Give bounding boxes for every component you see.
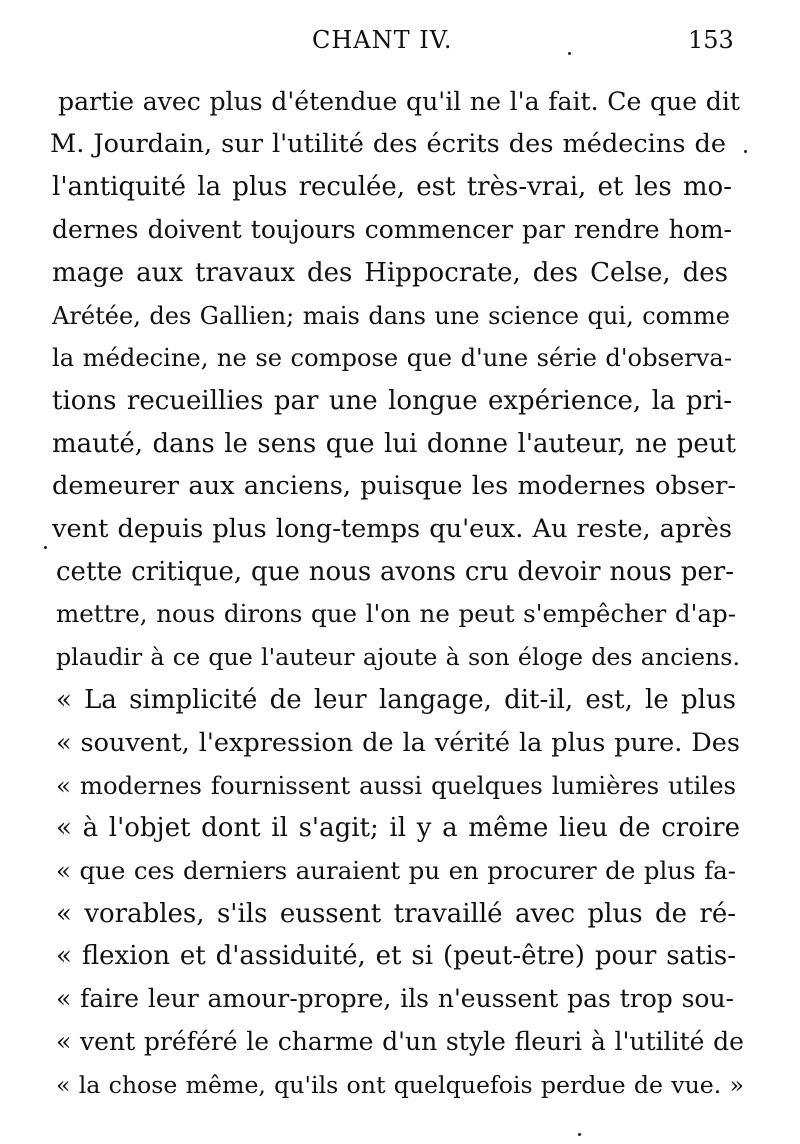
text-line: Arétée, des Gallien; mais dans une science qui, comme — [52, 302, 730, 330]
print-speck — [578, 1133, 581, 1136]
text-line: partie avec plus d'étendue qu'il ne l'a fait. Ce que dit — [58, 87, 740, 116]
text-line: mage aux travaux des Hippocrate, des Celse, des — [52, 258, 728, 288]
text-line: « à l'objet dont il s'agit; il y a même lieu de croire — [56, 813, 740, 843]
text-line: mettre, nous dirons que l'on ne peut s'empêcher d'ap- — [56, 599, 736, 628]
text-line: M. Jourdain, sur l'utilité des écrits des médecins de — [50, 129, 726, 159]
text-line: « La simplicité de leur langage, dit-il, est, le plus — [56, 685, 736, 715]
text-line: « que ces derniers auraient pu en procurer de plus fa- — [56, 856, 736, 885]
text-line: vent depuis plus long-temps qu'eux. Au reste, après — [52, 514, 732, 544]
text-line: « vorables, s'ils eussent travaillé avec plus de ré- — [56, 899, 736, 929]
text-line: la médecine, ne se compose que d'une série d'observa- — [52, 344, 732, 372]
text-line: « vent préféré le charme d'un style fleuri à l'utilité de — [56, 1027, 744, 1056]
text-line: « souvent, l'expression de la vérité la plus pure. Des — [56, 728, 740, 758]
running-head — [0, 26, 800, 66]
text-line: dernes doivent toujours commencer par rendre hom- — [52, 215, 732, 244]
text-line: « modernes fournissent aussi quelques lumières utiles — [56, 771, 736, 800]
text-line: « faire leur amour-propre, ils n'eussent pas trop sou- — [56, 984, 734, 1013]
running-title: CHANT IV. — [312, 26, 453, 54]
text-line: cette critique, que nous avons cru devoir nous per- — [56, 557, 734, 587]
page-number: 153 — [688, 26, 734, 54]
print-speck — [568, 52, 571, 55]
text-line: plaudir à ce que l'auteur ajoute à son éloge des anciens. — [56, 643, 740, 671]
text-line: « flexion et d'assiduité, et si (peut-être) pour satis- — [56, 941, 736, 971]
text-line: l'antiquité la plus reculée, est très-vrai, et les mo- — [52, 172, 732, 202]
print-speck — [744, 150, 747, 153]
print-speck — [44, 546, 47, 549]
text-line: mauté, dans le sens que lui donne l'auteur, ne peut — [52, 429, 736, 459]
text-line: demeurer aux anciens, puisque les modernes obser- — [52, 471, 736, 501]
text-line: tions recueillies par une longue expérience, la pri- — [52, 386, 732, 416]
text-line: « la chose même, qu'ils ont quelquefois perdue de vue. » — [56, 1071, 744, 1099]
